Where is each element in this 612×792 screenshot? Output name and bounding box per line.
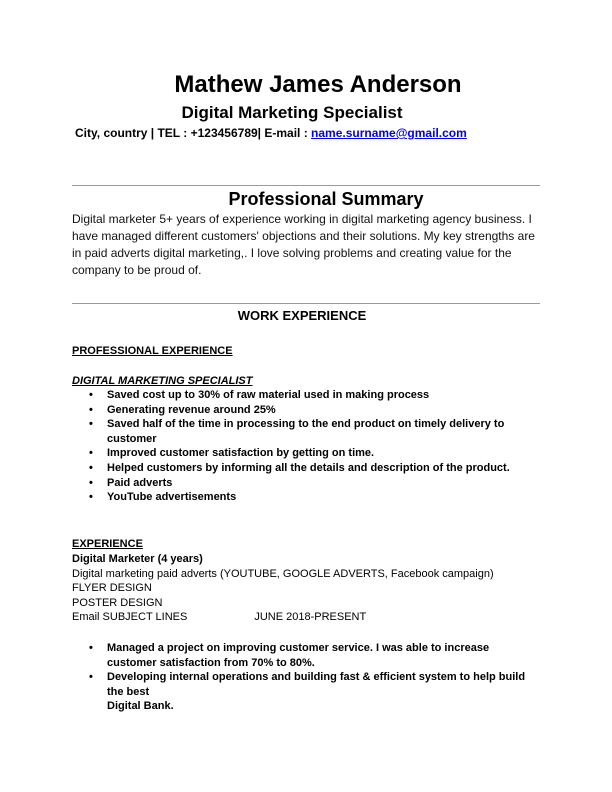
experience-line: FLYER DESIGN — [72, 582, 152, 595]
experience-heading: EXPERIENCE — [72, 538, 143, 550]
summary-text: Digital marketer 5+ years of experience working in digital marketing agency business. I have managed different customers' objections and their solutions. My key strengths are in paid adverts digital marketing,. I love solving problems and creating value for the company to be proud of. — [72, 212, 535, 277]
experience-line: POSTER DESIGN — [72, 596, 163, 609]
list-item-text: Digital Bank. — [107, 700, 174, 713]
list-item: • YouTube advertisements — [72, 490, 527, 505]
summary-heading: Professional Summary — [228, 189, 424, 209]
list-item-text: Developing internal operations and building fast & efficient system to help build the best — [107, 671, 526, 698]
job-title: Digital Marketing Specialist — [181, 103, 403, 122]
list-item: • Helped customers by informing all the details and description of the product. — [72, 461, 527, 476]
contact-line — [75, 126, 467, 140]
experience-line-with-date — [72, 610, 494, 625]
achievements-list — [72, 388, 527, 505]
list-item: • Saved half of the time in processing to the end product on timely delivery to customer — [72, 417, 527, 446]
divider — [72, 185, 540, 186]
list-item: • Improved customer satisfaction by getting on time. — [72, 446, 527, 461]
list-item: • Managed a project on improving customer service. I was able to increase customer satisfaction from 70% to 80%. — [72, 641, 527, 670]
contact-info: City, country | TEL : +123456789| E-mail : — [75, 126, 312, 140]
experience-line: Digital marketing paid adverts (YOUTUBE, GOOGLE ADVERTS, Facebook campaign) — [72, 567, 494, 580]
work-experience-heading: WORK EXPERIENCE — [237, 308, 367, 323]
experience-line: Email SUBJECT LINES — [72, 611, 188, 624]
list-item: • Generating revenue around 25% — [72, 403, 527, 418]
divider — [72, 303, 540, 304]
list-item — [72, 670, 527, 714]
professional-experience-heading: PROFESSIONAL EXPERIENCE — [72, 345, 233, 357]
role-heading: DIGITAL MARKETING SPECIALIST — [72, 375, 253, 387]
list-item: • Saved cost up to 30% of raw material used in making process — [72, 388, 527, 403]
experience-achievements-list — [72, 641, 527, 714]
experience-role: Digital Marketer (4 years) — [72, 553, 203, 565]
list-item: • Paid adverts — [72, 476, 527, 491]
experience-details — [72, 552, 494, 625]
email-link[interactable]: name.surname@gmail.com — [311, 126, 467, 140]
candidate-name: Mathew James Anderson — [174, 71, 462, 98]
experience-date: JUNE 2018-PRESENT — [254, 611, 367, 624]
